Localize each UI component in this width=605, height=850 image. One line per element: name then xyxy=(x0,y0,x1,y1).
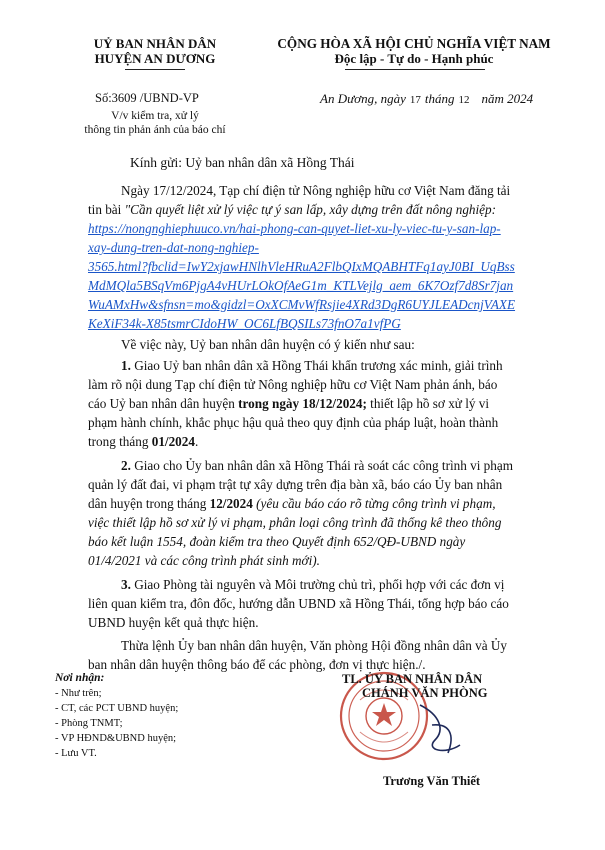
item2-line5: báo kết luận 1554, đoàn kiểm tra theo Quyết định 652/QĐ-UBND ngày xyxy=(88,534,466,549)
intro-line: Về việc này, Uỷ ban nhân dân huyện có ý kiến như sau: xyxy=(121,337,415,352)
org-underline xyxy=(125,69,185,70)
item1-line5 xyxy=(88,434,198,450)
item2-line4: việc thiết lập hồ sơ xử lý vi phạm, phân loại công trình đã thống kê theo thông xyxy=(88,515,502,530)
item2-line3 xyxy=(88,496,496,512)
item3-line1-text: Giao Phòng tài nguyên và Môi trường chủ trì, phối hợp với các đơn vị xyxy=(130,577,505,592)
org-name-line1: UỶ BAN NHÂN DÂN xyxy=(93,36,217,51)
signer-name: Trương Văn Thiết xyxy=(383,774,481,788)
national-motto-line1: CỘNG HÒA XÃ HỘI CHỦ NGHĨA VIỆT NAM xyxy=(277,36,551,51)
item1-number: 1. xyxy=(121,358,131,373)
article-link-line4[interactable]: MdMQla5BSqVm6PjgA4vHUrLOkOfAeG1m_KTLVejlg_aem_6K7Ozf7d8Sr7jan xyxy=(88,278,514,293)
date-year: năm 2024 xyxy=(481,91,534,106)
item1-line3-c: thiết lập hồ sơ xử lý vi xyxy=(366,396,490,411)
item1-line4: phạm hành chính, khắc phục hậu quả theo quy định của pháp luật, hoàn thành xyxy=(88,415,499,430)
signature-title: CHÁNH VĂN PHÒNG xyxy=(362,686,488,700)
document-number: Số:3609 /UBND-VP xyxy=(95,91,199,105)
closing-line1: Thừa lệnh Ủy ban nhân dân huyện, Văn phòng Hội đồng nhân dân và Ủy xyxy=(121,638,507,653)
item2-line1-text: Giao cho Ủy ban nhân dân xã Hồng Thái rà soát các công trình vi phạm xyxy=(130,458,513,473)
recipients-title: Nơi nhận: xyxy=(55,672,105,684)
item2-line2: quản lý đất đai, vi phạm trật tự xây dựng trên địa bàn xã, báo cáo Ủy ban nhân xyxy=(88,477,503,492)
closing-line2: ban nhân dân huyện thông báo để các phòng, đơn vị thực hiện./. xyxy=(88,657,426,672)
date-month-label: tháng xyxy=(424,91,455,106)
article-link-line3[interactable]: 3565.html?fbclid=IwY2xjawHNlhVleHRuA2FlbQIxMQABHTFq1ayJ0BI_UqBss xyxy=(88,259,515,274)
recipient-item: - CT, các PCT UBND huyện; xyxy=(55,703,179,714)
item2-line1 xyxy=(121,458,513,474)
subject-line2: thông tin phản ánh của báo chí xyxy=(84,124,226,136)
item1-line1 xyxy=(121,358,503,374)
p1-line2 xyxy=(88,202,496,218)
recipient-item: - VP HĐND&UBND huyện; xyxy=(55,733,177,744)
p1-line1: Ngày 17/12/2024, Tạp chí điện tử Nông nghiệp hữu cơ Việt Nam đăng tải xyxy=(121,183,511,198)
org-name-line2: HUYỆN AN DƯƠNG xyxy=(94,51,216,66)
date-month: 12 xyxy=(458,94,470,106)
recipient-item: - Như trên; xyxy=(55,688,102,699)
motto-underline xyxy=(345,69,485,70)
article-link-line1[interactable]: https://nongnghiephuuco.vn/hai-phong-can-quyet-liet-xu-ly-viec-tu-y-san-lap- xyxy=(88,221,501,236)
date-day: 17 xyxy=(409,94,421,106)
item1-line5-a: trong tháng xyxy=(88,434,152,449)
item2-line3-c: (yêu cầu báo cáo rõ từng công trình vi phạm, xyxy=(252,496,496,511)
recipient-item: - Lưu VT. xyxy=(55,748,97,759)
article-link-line6[interactable]: KeXiF34k-X85tsmrCIdoHW_OC6LfBQSILs73fnO7a1vfPG xyxy=(88,316,401,331)
item2-line3-a: dân huyện trong tháng xyxy=(88,496,210,511)
subject-line1: V/v kiểm tra, xử lý xyxy=(111,110,199,122)
item3-line3: UBND huyện kết quả thực hiện. xyxy=(88,615,259,630)
date-prefix: An Dương, ngày xyxy=(320,91,406,106)
item1-line3-a: cáo Uỷ ban nhân dân huyện xyxy=(88,396,239,411)
item1-deadline: trong ngày 18/12/2024; xyxy=(238,396,367,411)
article-link-line5[interactable]: WuAMxHw&sfnsn=mo&gidzl=OxXCMvWfRsjie4XRd3DgR6UYJLEADcnjVAXE xyxy=(88,297,516,312)
article-title: "Cần quyết liệt xử lý việc tự ý san lấp, xây dựng trên đất nông nghiệp: xyxy=(124,202,497,217)
handwritten-signature-icon xyxy=(410,695,470,765)
signature-authority: TL. ỦY BAN NHÂN DÂN xyxy=(342,672,483,686)
item1-line3 xyxy=(88,396,489,412)
item3-line1 xyxy=(121,577,504,593)
p1-line2-lead: tin bài xyxy=(88,202,125,217)
national-motto-line2: Độc lập - Tự do - Hạnh phúc xyxy=(334,51,494,66)
item2-line6: 01/4/2021 và các công trình phát sinh mới). xyxy=(88,553,320,568)
item3-line2: liên quan kiểm tra, đôn đốc, hướng dẫn UBND xã Hồng Thái, tổng hợp báo cáo xyxy=(88,596,509,611)
item1-line2: làm rõ nội dung Tạp chí điện tử Nông nghiệp hữu cơ Việt Nam phản ánh, báo xyxy=(88,377,498,392)
item3-number: 3. xyxy=(121,577,131,592)
item2-number: 2. xyxy=(121,458,131,473)
greeting: Kính gửi: Uỷ ban nhân dân xã Hồng Thái xyxy=(130,155,355,170)
item1-line5-c: . xyxy=(194,434,199,449)
item1-line1-text: Giao Uỷ ban nhân dân xã Hồng Thái khẩn trương xác minh, giải trình xyxy=(130,358,503,373)
item2-month: 12/2024 xyxy=(209,496,253,511)
document-date xyxy=(320,91,533,107)
article-link-line2[interactable]: xay-dung-tren-dat-nong-nghiep- xyxy=(88,240,259,255)
recipient-item: - Phòng TNMT; xyxy=(55,718,123,729)
item1-month: 01/2024 xyxy=(151,434,195,449)
